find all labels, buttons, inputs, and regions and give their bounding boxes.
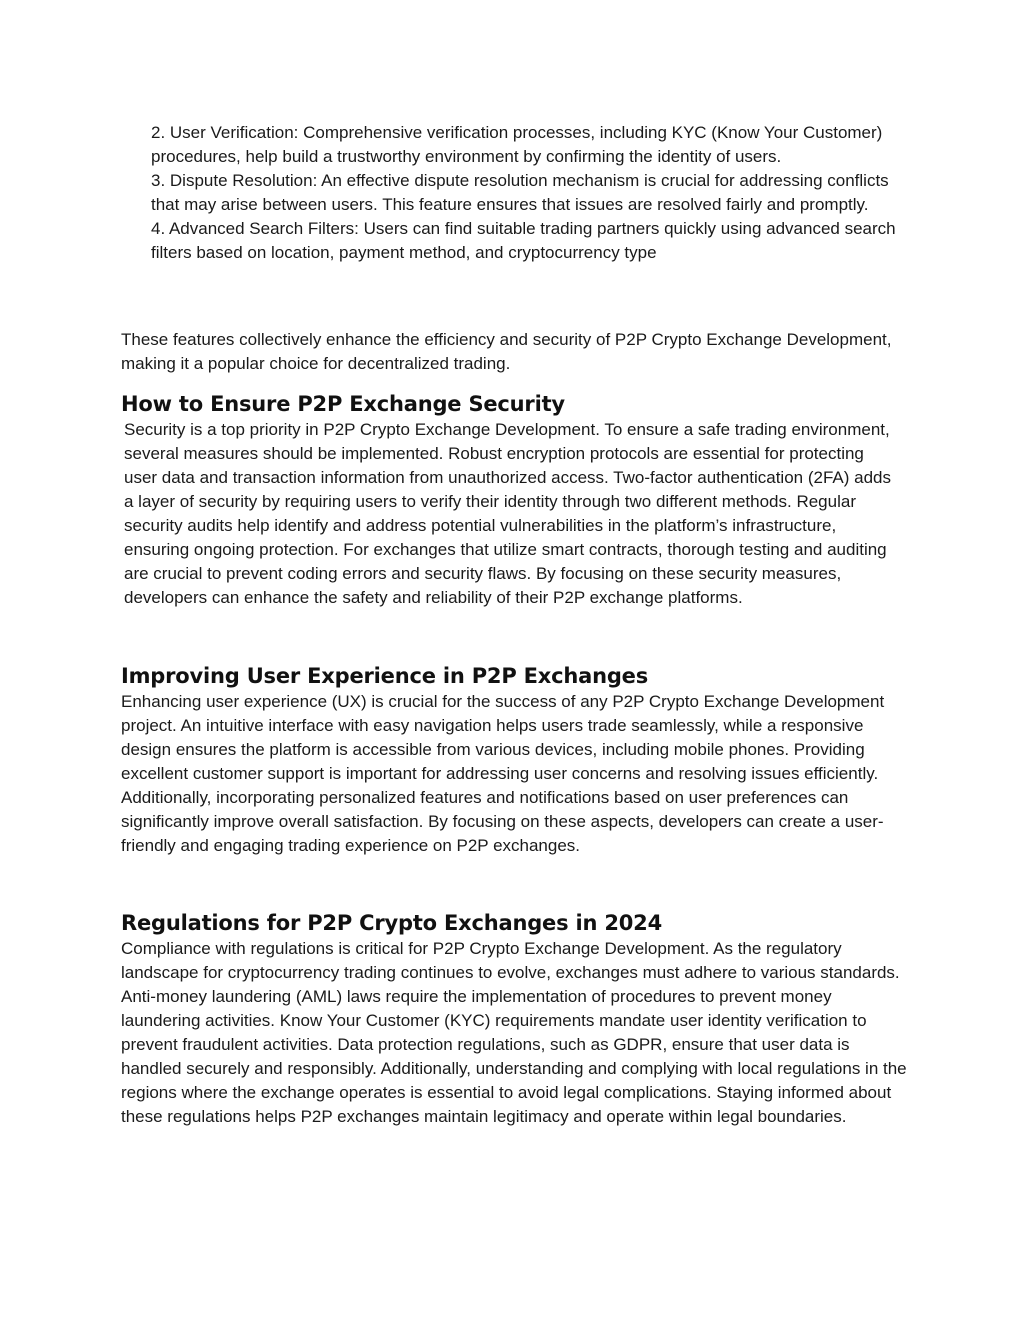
list-item-dispute-resolution: 3. Dispute Resolution: An effective dispute resolution mechanism is crucial for addressing conflicts that may arise between users. This feature ensures that issues are resolved fairly and promptly. [151,171,889,214]
section-security [121,390,911,610]
summary-paragraph: These features collectively enhance the efficiency and security of P2P Crypto Exchange Development, making it a popular choice for decentralized trading. [121,330,892,373]
section-user-experience [121,662,911,858]
list-item-user-verification: 2. User Verification: Comprehensive verification processes, including KYC (Know Your Customer) procedures, help build a trustworthy environment by confirming the identity of users. [151,123,883,166]
section-heading-regulations: Regulations for P2P Crypto Exchanges in 2024 [121,911,662,935]
section-heading-user-experience: Improving User Experience in P2P Exchanges [121,664,649,688]
section-heading-security: How to Ensure P2P Exchange Security [121,392,565,416]
features-list [151,121,911,265]
section-body-regulations: Compliance with regulations is critical for P2P Crypto Exchange Development. As the regulatory landscape for cryptocurrency trading continues to evolve, exchanges must adhere to various standards. Anti-money laundering (AML) laws require the implementation of procedures to prevent money laundering activities. Know Your Customer (KYC) requirements mandate user identity verification to prevent fraudulent activities. Data protection regulations, such as GDPR, ensure that user data is handled securely and responsibly. Additionally, understanding and complying with local regulations in the regions where the exchange operates is essential to avoid legal complications. Staying informed about these regulations helps P2P exchanges maintain legitimacy and operate within legal boundaries. [121,939,907,1126]
section-regulations [121,909,911,1129]
summary-block [121,328,911,376]
section-body-security: Security is a top priority in P2P Crypto Exchange Development. To ensure a safe trading environment, several measures should be implemented. Robust encryption protocols are essential for protecting user data and transaction information from unauthorized access. Two-factor authentication (2FA) adds a layer of security by requiring users to verify their identity through two different methods. Regular security audits help identify and address potential vulnerabilities in the platform’s infrastructure, ensuring ongoing protection. For exchanges that utilize smart contracts, thorough testing and auditing are crucial to prevent coding errors and security flaws. By focusing on these security measures, developers can enhance the safety and reliability of their P2P exchange platforms. [124,420,891,607]
section-body-user-experience: Enhancing user experience (UX) is crucial for the success of any P2P Crypto Exchange Development project. An intuitive interface with easy navigation helps users trade seamlessly, while a responsive design ensures the platform is accessible from various devices, including mobile phones. Providing excellent customer support is important for addressing user concerns and resolving issues efficiently. Additionally, incorporating personalized features and notifications based on user preferences can significantly improve overall satisfaction. By focusing on these aspects, developers can create a user-friendly and engaging trading experience on P2P exchanges. [121,692,885,855]
list-item-advanced-search-filters: 4. Advanced Search Filters: Users can find suitable trading partners quickly using advanced search filters based on location, payment method, and cryptocurrency type [151,219,896,262]
